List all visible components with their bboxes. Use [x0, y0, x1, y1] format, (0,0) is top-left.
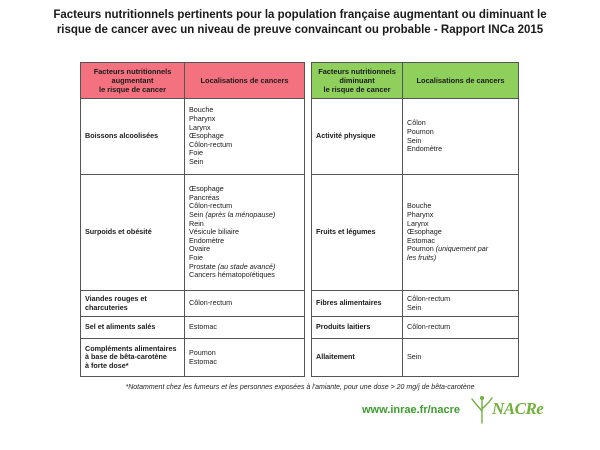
- location-name: Côlon-rectum: [189, 201, 233, 211]
- factor-label: Fruits et légumes: [316, 227, 376, 237]
- location-name: Bouche: [189, 105, 214, 115]
- location-name: Poumon: [407, 126, 434, 136]
- location-cell: [403, 99, 519, 175]
- location-name: Poumon: [407, 244, 436, 254]
- location-name: Poumon: [189, 347, 216, 357]
- factor-label: Allaitement: [316, 352, 355, 362]
- location-cell: [185, 99, 305, 175]
- location-cell: [185, 339, 305, 377]
- increase-header-line: augmentant: [111, 76, 154, 85]
- decrease-header-line: diminuant: [339, 76, 375, 85]
- factor-cell: [312, 339, 403, 377]
- nacre-logo-text: NACRe: [492, 399, 544, 418]
- location-name: Rein: [189, 218, 204, 228]
- location-item: [189, 158, 300, 167]
- increase-header-line: Facteurs nutritionnels: [93, 67, 172, 76]
- location-name: Endomètre: [189, 235, 225, 245]
- page-title: [20, 8, 580, 38]
- table-row: [81, 175, 305, 291]
- location-name: Œsophage: [189, 184, 224, 194]
- location-item: [189, 245, 300, 254]
- nacre-logo: [470, 395, 554, 425]
- location-name: Œsophage: [189, 131, 224, 141]
- location-cell: [185, 175, 305, 291]
- factor-cell: [81, 99, 185, 175]
- table-row: [81, 339, 305, 377]
- location-name: Sein: [407, 352, 422, 362]
- location-cell: [403, 175, 519, 291]
- table-row: [312, 291, 519, 317]
- location-note: (uniquement par: [435, 244, 489, 254]
- factor-cell: [312, 317, 403, 339]
- location-name: Sein: [407, 302, 422, 312]
- table-row: [312, 99, 519, 175]
- decrease-header-line: Facteurs nutritionnels: [318, 67, 396, 76]
- location-item: [189, 299, 300, 308]
- table-row: [312, 175, 519, 291]
- location-cell: [185, 291, 305, 317]
- factor-cell: [312, 291, 403, 317]
- location-name: Estomac: [189, 322, 217, 332]
- factor-cell: [312, 99, 403, 175]
- location-name: Pancréas: [189, 192, 220, 202]
- location-name: Côlon-rectum: [407, 293, 451, 303]
- location-item: [189, 149, 300, 158]
- factor-label: Sel et aliments salés: [85, 322, 156, 332]
- location-name: Larynx: [189, 122, 211, 132]
- title-line-1: Facteurs nutritionnels pertinents pour la population française augmentant ou diminuant le: [53, 9, 547, 21]
- decrease-header-line: le risque de cancer: [323, 85, 391, 94]
- location-cell: [403, 317, 519, 339]
- decrease-location-header: Localisations de cancers: [403, 63, 519, 99]
- table-row: [81, 99, 305, 175]
- location-name: Foie: [189, 252, 203, 262]
- location-item: [407, 295, 514, 304]
- location-note: les fruits): [407, 252, 437, 262]
- location-item: [189, 211, 300, 220]
- location-name: Estomac: [407, 235, 435, 245]
- factor-label: Boissons alcoolisées: [85, 131, 159, 141]
- factor-cell: [312, 175, 403, 291]
- location-item: [407, 128, 514, 137]
- location-cell: [185, 317, 305, 339]
- location-name: Foie: [189, 148, 203, 158]
- increasing-risk-table: [80, 62, 305, 377]
- location-item: [407, 254, 514, 263]
- increase-factor-header: [81, 63, 185, 99]
- factor-label: à forte dose*: [85, 360, 129, 370]
- location-name: Sein: [189, 156, 204, 166]
- location-name: Ovaire: [189, 244, 211, 254]
- location-name: Sein: [189, 210, 206, 220]
- factor-label: charcuteries: [85, 302, 128, 312]
- location-item: [407, 323, 514, 332]
- location-name: Cancers hématopoïétiques: [189, 270, 275, 280]
- factor-cell: [81, 291, 185, 317]
- location-name: Endomètre: [407, 144, 443, 154]
- increase-header-line: le risque de cancer: [99, 85, 166, 94]
- location-name: Bouche: [407, 201, 432, 211]
- location-name: Côlon: [407, 118, 426, 128]
- table-row: [312, 339, 519, 377]
- location-note: (au stade avancé): [217, 261, 276, 271]
- factor-label: Activité physique: [316, 131, 376, 141]
- factor-label: Fibres alimentaires: [316, 298, 382, 308]
- table-row: [81, 317, 305, 339]
- location-name: Pharynx: [189, 114, 216, 124]
- factor-label: à base de bêta-carotène: [85, 352, 167, 362]
- factor-label: Compléments alimentaires: [85, 343, 177, 353]
- location-item: [407, 304, 514, 313]
- location-name: Côlon-rectum: [407, 322, 451, 332]
- title-line-2: risque de cancer avec un niveau de preuve convaincant ou probable - Rapport INCa 2015: [56, 24, 544, 36]
- location-name: Œsophage: [407, 227, 442, 237]
- table-row: [312, 317, 519, 339]
- location-name: Prostate: [189, 261, 218, 271]
- location-name: Côlon-rectum: [189, 139, 233, 149]
- location-note: (après la ménopause): [205, 210, 276, 220]
- location-item: [189, 271, 300, 280]
- factor-cell: [81, 317, 185, 339]
- decreasing-risk-table: [311, 62, 519, 377]
- location-item: [407, 145, 514, 154]
- location-item: [189, 358, 300, 367]
- location-name: Estomac: [189, 356, 217, 366]
- location-item: [189, 323, 300, 332]
- website-link[interactable]: www.inrae.fr/nacre: [362, 404, 461, 416]
- location-cell: [403, 291, 519, 317]
- factor-cell: [81, 175, 185, 291]
- factor-label: Produits laitiers: [316, 322, 371, 332]
- table-row: [81, 291, 305, 317]
- location-name: Larynx: [407, 218, 429, 228]
- increase-location-header: Localisations de cancers: [185, 63, 305, 99]
- factor-cell: [81, 339, 185, 377]
- decrease-factor-header: [312, 63, 403, 99]
- location-item: [189, 141, 300, 150]
- location-name: Pharynx: [407, 210, 434, 220]
- location-item: [407, 353, 514, 362]
- location-name: Côlon-rectum: [189, 298, 233, 308]
- factor-label: Viandes rouges et: [85, 293, 147, 303]
- location-name: Vésicule biliaire: [189, 227, 239, 237]
- location-name: Sein: [407, 135, 422, 145]
- location-cell: [403, 339, 519, 377]
- factor-label: Surpoids et obésité: [85, 227, 152, 237]
- footnote: *Notamment chez les fumeurs et les personnes exposées à l'amiante, pour une dose > 20 mg/j de bêta-carotène: [125, 384, 475, 391]
- tree-figure-icon: [470, 395, 494, 425]
